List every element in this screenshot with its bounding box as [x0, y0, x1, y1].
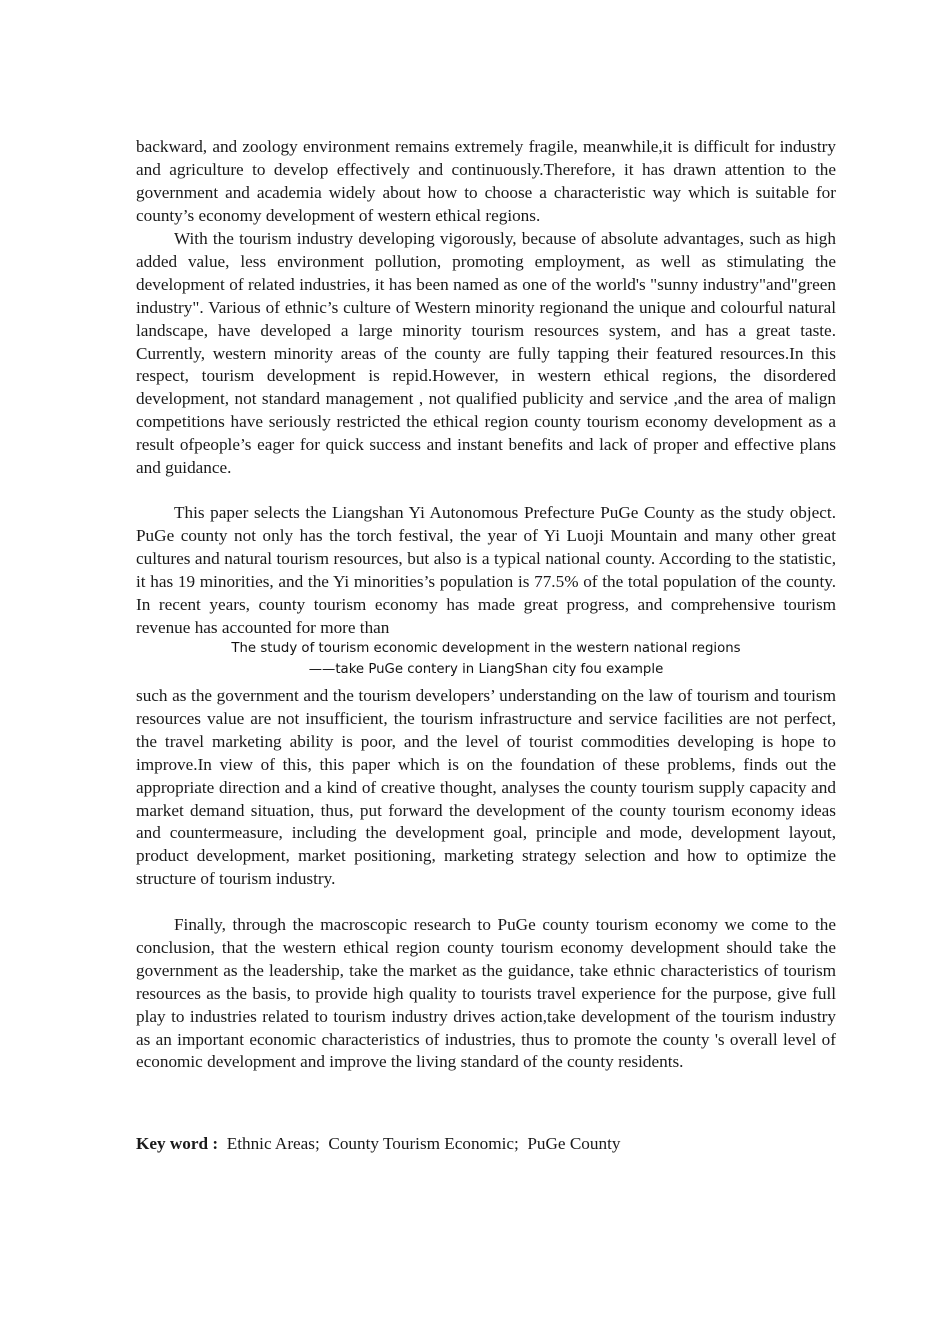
body-paragraph-5: Finally, through the macroscopic research to PuGe county tourism economy we come to the conclusion, that the western ethical region county tourism economy development should take the government as the leadership, take the market as the guidance, take ethnic characteristics of tourism resources as the basis, to provide high quality to tourists travel experience for the purpose, give full play to industries related to tourism industry drives action,take development of the tourism industry as an important economic characteristics of industries, thus to promote the county 's overall level of economic development and improve the living standard of the county residents. — [136, 915, 836, 1072]
running-title-line-2: ——take PuGe contery in LiangShan city fou example — [308, 662, 664, 677]
keywords-label: Key word : — [136, 1134, 219, 1153]
body-paragraph-1: backward, and zoology environment remains extremely fragile, meanwhile,it is difficult for industry and agriculture to develop effectively and continuously.Therefore, it has drawn attention to the government and academia widely about how to choose a characteristic way which is suitable for county’s economy development of western ethical regions. — [136, 137, 836, 225]
body-paragraph-3: This paper selects the Liangshan Yi Autonomous Prefecture PuGe County as the study object. PuGe county not only has the torch festival, the year of Yi Luoji Mountain and many other great cultures and natural tourism resources, but also is a typical national county. According to the statistic, it has 19 minorities, and the Yi minorities’s population is 77.5% of the total population of the county. In recent years, county tourism economy has made great progress, and comprehensive tourism revenue has accounted for more than — [136, 503, 836, 637]
running-title-line-1: The study of tourism economic development in the western national regions — [231, 641, 741, 656]
keywords-line — [136, 1133, 836, 1156]
body-paragraph-2: With the tourism industry developing vigorously, because of absolute advantages, such as high added value, less environment pollution, promoting employment, as well as stimulating the development of related industries, it has been named as one of the world's "sunny industry"and"green industry". Various of ethnic’s culture of Western minority regionand the unique and colourful natural landscape, have developed a large minority tourism resources system, and has a great taste. Currently, western minority areas of the county are fully tapping their featured resources.In this respect, tourism development is repid.However, in western ethical regions, the disordered development, not standard management , not qualified publicity and service ,and the area of malign competitions have seriously restricted the ethical region county tourism economy development as a result ofpeople’s eager for quick success and instant benefits and lack of proper and effective plans and guidance. — [136, 229, 836, 478]
body-paragraph-4: such as the government and the tourism developers’ understanding on the law of tourism and tourism resources value are not insufficient, the tourism infrastructure and service facilities are not perfect, the travel marketing ability is poor, and the level of tourist commodities developing is hope to improve.In view of this, this paper which is on the foundation of these problems, finds out the appropriate direction and a kind of creative thought, analyses the county tourism supply capacity and market demand situation, thus, put forward the development of the county tourism economy ideas and countermeasure, including the development goal, principle and mode, development layout, product development, market positioning, marketing strategy selection and how to optimize the structure of tourism industry. — [136, 686, 836, 889]
keywords-value: Ethnic Areas; County Tourism Economic; PuGe County — [218, 1134, 621, 1153]
